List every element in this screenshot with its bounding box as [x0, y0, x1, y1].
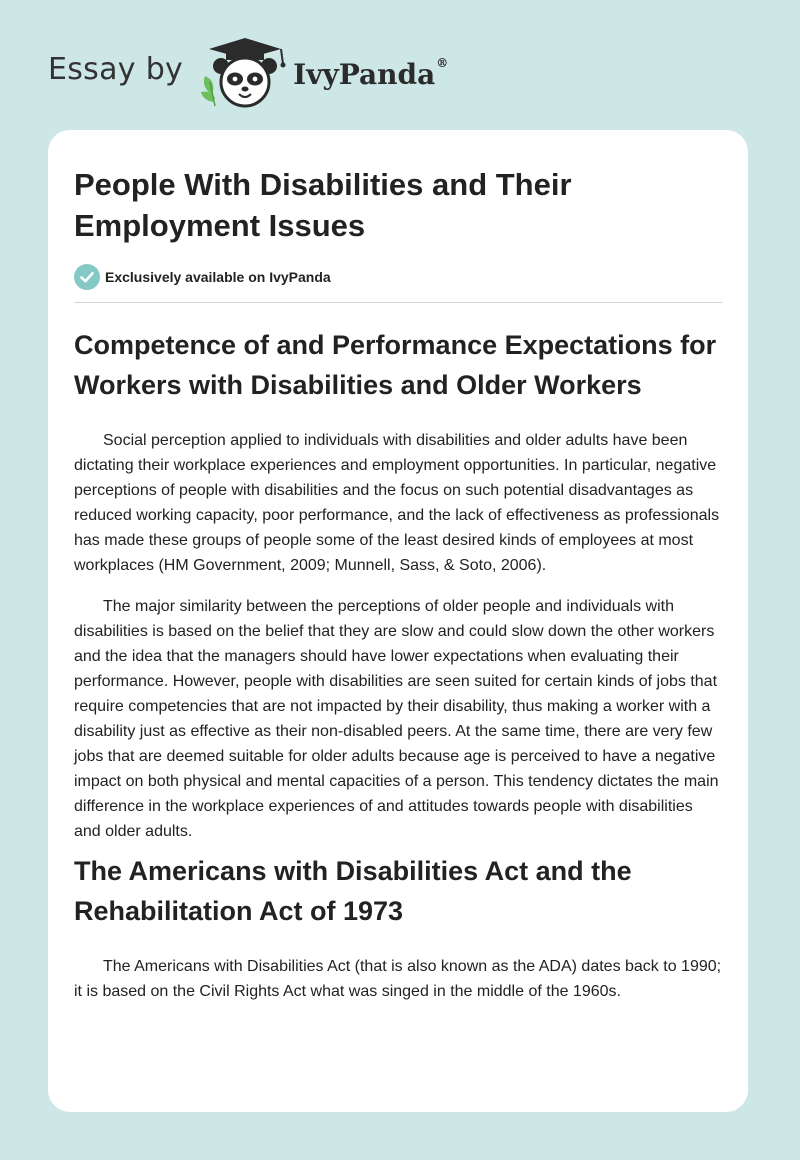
divider [74, 302, 722, 303]
essay-card [48, 130, 748, 1112]
essay-by-label: Essay by [48, 51, 184, 87]
section-ada [74, 851, 722, 1004]
page-title: People With Disabilities and Their Employment Issues [74, 167, 572, 243]
panda-graduate-icon[interactable] [199, 36, 291, 108]
paragraph: The Americans with Disabilities Act (that is also known as the ADA) dates back to 1990; it is based on the Civil Rights Act what was singed in the middle of the 1960s. [74, 958, 722, 1000]
section-heading: Competence of and Performance Expectations for Workers with Disabilities and Older Workers [74, 330, 717, 400]
brand-name[interactable]: IvyPanda® [293, 55, 449, 91]
check-icon [74, 264, 100, 290]
paragraph: The major similarity between the perceptions of older people and individuals with disabilities is based on the belief that they are slow and could slow down the other workers and the idea that the managers should have lower expectations when evaluating their performance. However, people with disabilities are seen suited for certain kinds of jobs that require competencies that are not impacted by their disability, thus making a worker with a disability just as effective as their non-disabled peers. At the same time, there are very few jobs that are deemed suitable for older adults because age is perceived to have a negative impact on both physical and mental capacities of a person. This tendency dictates the main difference in the workplace experiences of and attitudes towards people with disabilities and older adults. [74, 598, 719, 840]
site-header [48, 36, 448, 108]
registered-mark: ® [436, 55, 449, 70]
paragraph: Social perception applied to individuals with disabilities and older adults have been dictating their workplace experiences and employment opportunities. In particular, negative perceptions of people with disabilities and the focus on such potential disadvantages as reduced working capacity, poor performance, and the lack of effectiveness as professionals has made these groups of people some of the least desired kinds of employees at most workplaces (HM Government, 2009; Munnell, Sass, & Soto, 2006). [74, 432, 720, 574]
section-competence [74, 325, 722, 844]
exclusive-badge [74, 264, 722, 290]
section-heading: The Americans with Disabilities Act and the Rehabilitation Act of 1973 [74, 856, 632, 926]
exclusive-badge-text: Exclusively available on IvyPanda [105, 269, 331, 285]
